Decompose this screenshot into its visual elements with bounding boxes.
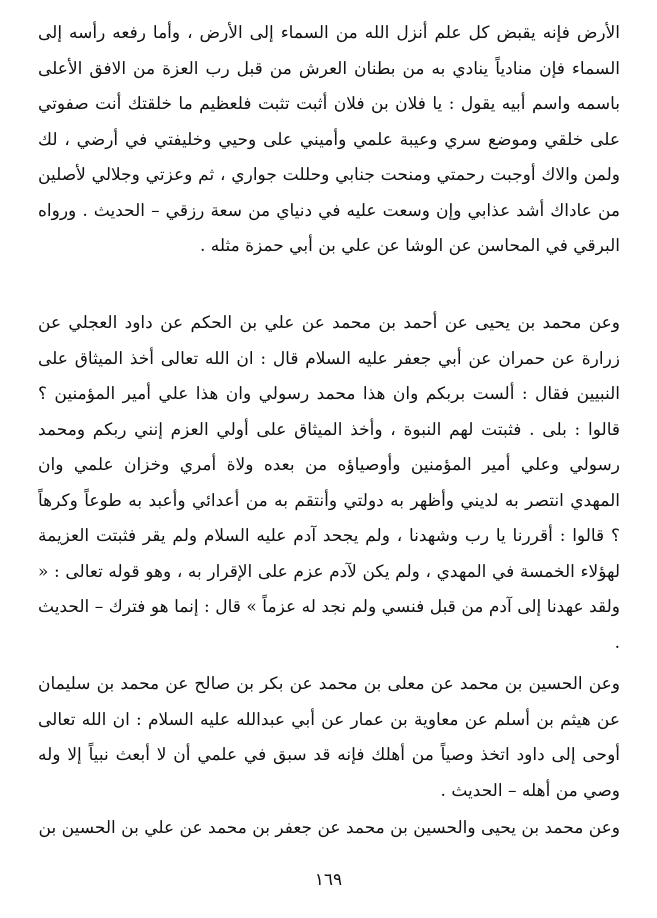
- paragraph-1: الأرض فإنه يقبض كل علم أنزل الله من السماء إلى الأرض ، وأما رفعه رأسه إلى السماء فإن منادياً ينادي به من بطنان العرش من قبل رب العزة من الافق الأعلى باسمه واسم أبيه يقول : يا فلان بن فلان أثبت تثبت فلعظيم ما خلقتك أنت صفوتي على خلقي وموضع سري وعيبة علمي وأميني على وحيي وخليفتي في أرضي ، لك ولمن والاك أوجبت رحمتي ومنحت جنابي وحللت جواري ، ثم وعزتي وجلالي لأصلين من عاداك أشد عذابي وإن وسعت عليه في دنياي من سعة رزقي – الحديث . ورواه البرقي في المحاسن عن الوشا عن علي بن أبي حمزة مثله .: [38, 23, 620, 256]
- paragraph-3: وعن الحسين بن محمد عن معلى بن محمد عن بكر بن صالح عن محمد بن سليمان عن هيثم بن أسلم عن معاوية بن عمار عن أبي عبدالله عليه السلام : ان الله تعالى أوحى إلى داود اتخذ وصياً من أهلك فإنه قد سبق في علمي أن لا أبعث نبياً إلا وله وصي من أهله – الحديث .: [38, 674, 620, 801]
- paragraph-4: وعن محمد بن يحيى والحسين بن محمد عن جعفر بن محمد عن علي بن الحسين بن: [38, 818, 620, 838]
- page-number: ١٦٩: [314, 870, 343, 890]
- paragraph-2: وعن محمد بن يحيى عن أحمد بن محمد عن علي بن الحكم عن داود العجلي عن زرارة عن حمران عن أبي جعفر عليه السلام قال : ان الله تعالى أخذ الميثاق على النبيين فقال : ألست بربكم وان هذا محمد رسولي وان هذا علي أمير المؤمنين ؟ قالوا : بلى . فثبتت لهم النبوة ، وأخذ الميثاق على أولي العزم إنني ربكم ومحمد رسولي وعلي أمير المؤمنين وأوصياؤه من بعده ولاة أمري وخزان علمي وان المهدي انتصر به لديني وأظهر به دولتي وأنتقم به من أعدائي وأعبد به طوعاً وكرهاً ؟ قالوا : أقررنا يا رب وشهدنا ، ولم يجحد آدم عليه السلام ولم يقر فثبتت العزيمة لهؤلاء الخمسة في المهدي ، ولم يكن لآدم عزم على الإقرار به ، وهو قوله تعالى : « ولقد عهدنا إلى آدم من قبل فنسي ولم نجد له عزماً » قال : إنما هو فترك – الحديث .: [38, 313, 620, 653]
